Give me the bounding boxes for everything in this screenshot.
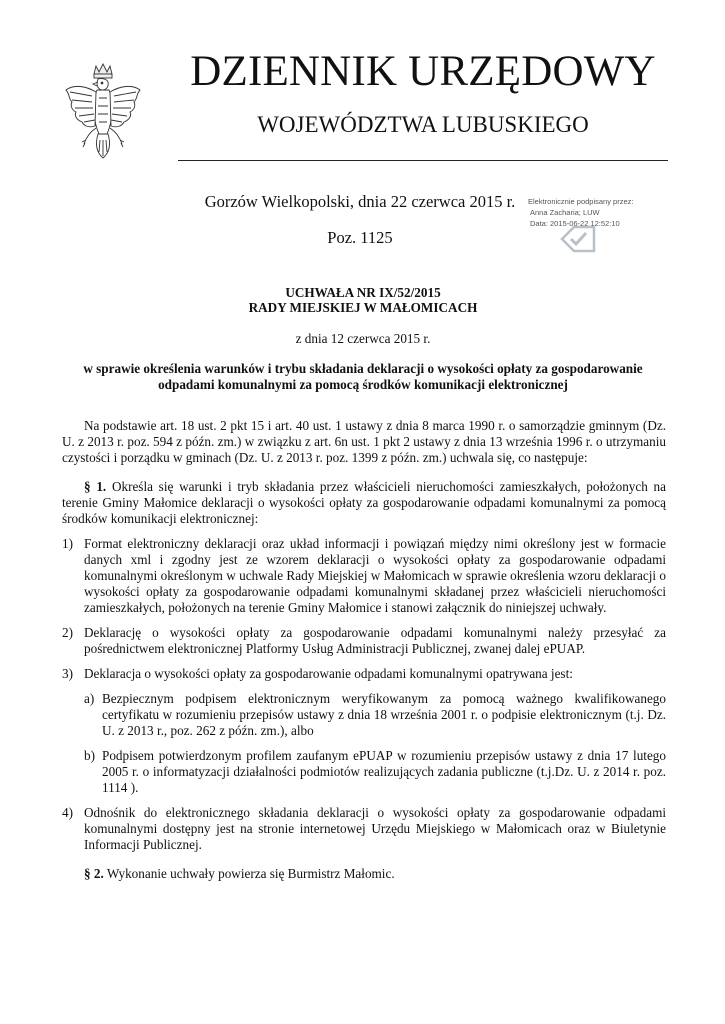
act-subject	[60, 361, 666, 393]
white-eagle-emblem-icon	[62, 62, 144, 174]
signature-label: Elektronicznie podpisany przez:	[528, 197, 634, 206]
journal-title: DZIENNIK URZĘDOWY	[190, 48, 656, 95]
act-body	[62, 418, 666, 882]
signature-signer: Anna Zacharia; LUW	[530, 208, 600, 217]
list-item-number: 4)	[62, 805, 73, 820]
list-item-number: 2)	[62, 625, 73, 640]
position-number: Poz. 1125	[327, 228, 393, 247]
paragraph-2	[62, 866, 666, 882]
signature-date: Data: 2015-06-22 12:52:10	[530, 219, 620, 228]
act-date: z dnia 12 czerwca 2015 r.	[295, 331, 431, 346]
list-item-text: Format elektroniczny deklaracji oraz układ informacji i powiązań między nimi określony jest w formacie danych xml i zgodny jest ze wzorem deklaracji o wysokości opłaty za gospodarowanie odpadami komunalnymi określonym w uchwale Rady Miejskiej w Małomicach w sprawie określenia wzoru deklaracji o wysokości opłaty za gospodarowanie odpadami komunalnymi składanej przez właścicieli nieruchomości zamieszkałych, położonych na terenie Gminy Małomice i stanowi załącznik do niniejszej uchwały.	[84, 536, 666, 615]
act-subject-line: w sprawie określenia warunków i trybu składania deklaracji o wysokości opłaty za gospodarowanie	[83, 361, 643, 376]
list-item-text: Odnośnik do elektronicznego składania deklaracji o wysokości opłaty za gospodarowanie odpadami komunalnymi dostępny jest na stronie internetowej Urzędu Miejskiego w Małomicach oraz w Biuletynie Informacji Publicznej.	[84, 805, 666, 852]
header-divider	[178, 160, 668, 161]
journal-subtitle: WOJEWÓDZTWA LUBUSKIEGO	[257, 112, 589, 137]
place-date: Gorzów Wielkopolski, dnia 22 czerwca 2015 r.	[204, 192, 516, 211]
act-title	[60, 285, 666, 315]
sub-list-item	[84, 748, 666, 796]
sub-list-item-text: Podpisem potwierdzonym profilem zaufanym ePUAP w rozumieniu przepisów ustawy z dnia 17 lutego 2005 r. o informatyzacji działalności podmiotów realizujących zadania publiczne (t.j.Dz. U. z 2014 r. poz. 1114 ).	[102, 748, 666, 795]
paragraph-1-text: Określa się warunki i tryb składania przez właścicieli nieruchomości zamieszkałych, położonych na terenie Gminy Małomice deklaracji o wysokości opłaty za gospodarowanie odpadami komunalnymi za pomocą środków komunikacji elektronicznej:	[62, 479, 667, 526]
act-number: UCHWAŁA NR IX/52/2015	[285, 285, 441, 300]
list-item	[62, 625, 666, 657]
paragraph-1-label: § 1.	[84, 479, 107, 494]
list-item-text: Deklaracja o wysokości opłaty za gospodarowanie odpadami komunalnymi opatrywana jest:	[84, 666, 573, 681]
sub-list-item	[84, 691, 666, 739]
sub-list-item-letter: a)	[84, 691, 95, 706]
paragraph-1	[62, 479, 666, 527]
preamble: Na podstawie art. 18 ust. 2 pkt 15 i art. 40 ust. 1 ustawy z dnia 8 marca 1990 r. o samorządzie gminnym (Dz. U. z 2013 r. poz. 594 z późn. zm.) w związku z art. 6n ust. 1 pkt 2 ustawy z dnia 13 września 1996 r. o utrzymaniu czystości i porządku w gminach (Dz. U. z 2013 r. poz. 1399 z późn. zm.) uchwala się, co następuje:	[62, 418, 666, 465]
act-subject-line: odpadami komunalnymi za pomocą środków komunikacji elektronicznej	[158, 377, 568, 392]
paragraph-2-label: § 2.	[84, 866, 104, 881]
electronic-signature[interactable]	[526, 196, 646, 256]
list-item-number: 1)	[62, 536, 73, 551]
list-item-text: Deklarację o wysokości opłaty za gospodarowanie odpadami komunalnymi należy przesyłać za pośrednictwem elektronicznej Platformy Usług Administracji Publicznej, zwanej dalej ePUAP.	[84, 625, 666, 656]
list-item	[62, 805, 666, 853]
list-item-number: 3)	[62, 666, 73, 681]
act-issuer: RADY MIEJSKIEJ W MAŁOMICACH	[248, 300, 478, 315]
paragraph-2-text: Wykonanie uchwały powierza się Burmistrz Małomic.	[103, 866, 395, 881]
sub-list-item-text: Bezpiecznym podpisem elektronicznym weryfikowanym za pomocą ważnego kwalifikowanego certyfikatu w rozumieniu przepisów ustawy z dnia 18 września 2001 r. o podpisie elektronicznym (t.j. Dz. U. z 2013 r., poz. 262 z późn. zm.), albo	[102, 691, 666, 738]
sub-list-item-letter: b)	[84, 748, 95, 763]
list-item	[62, 666, 666, 682]
list-item	[62, 536, 666, 616]
